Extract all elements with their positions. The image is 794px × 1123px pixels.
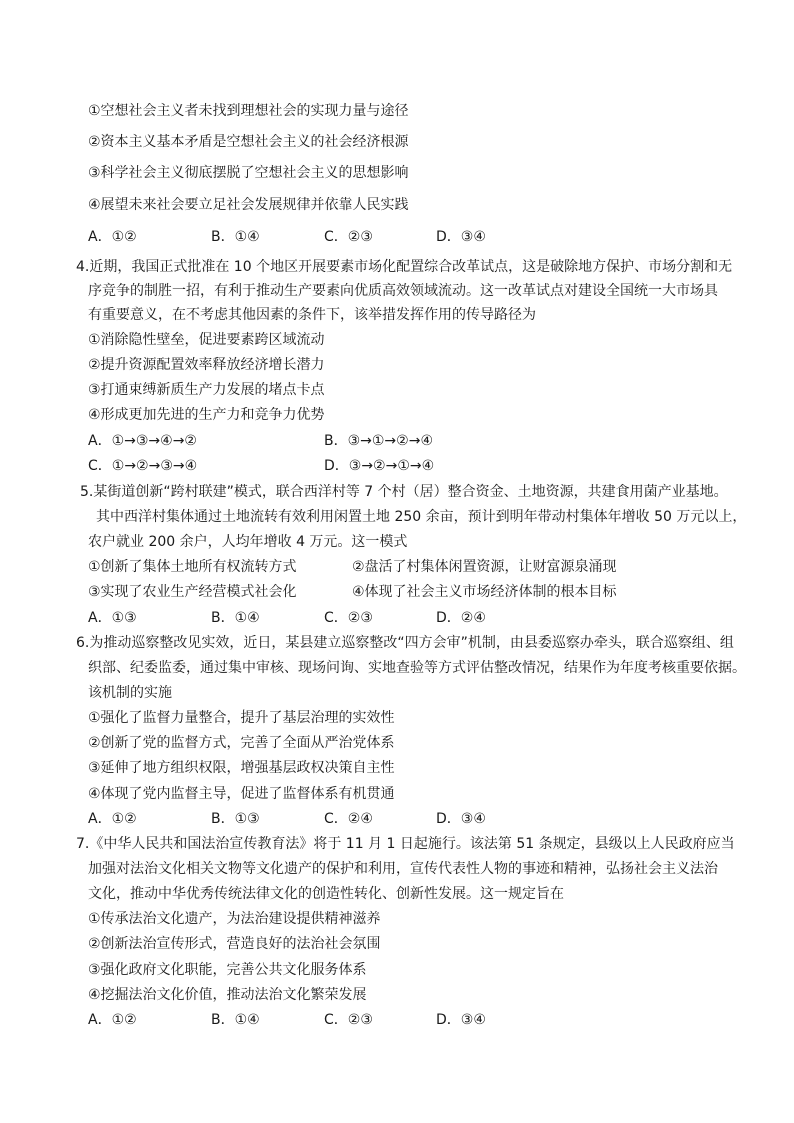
q6-stem-line-1: 6.为推动巡察整改见实效，近日，某县建立巡察整改“四方会审”机制，由县委巡察办牵头，联合巡察组、组	[76, 635, 734, 651]
q3-statement-4: ④展望未来社会要立足社会发展规律并依靠人民实践	[88, 197, 409, 213]
q6-statement-4: ④体现了党内监督主导，促进了监督体系有机贯通	[88, 786, 395, 802]
q7-statement-3: ③强化政府文化职能，完善公共文化服务体系	[88, 962, 367, 978]
q5-option-d: D．②④	[436, 610, 486, 626]
q6-option-b: B．①③	[211, 811, 260, 827]
q6-statement-2: ②创新了党的监督方式，完善了全面从严治党体系	[88, 735, 395, 751]
q5-stem-line-2: 其中西洋村集体通过土地流转有效利用闲置土地 250 余亩，预计到明年带动村集体年增收 50 万元以上，	[96, 509, 747, 525]
q5-statement-2: ②盘活了村集体闲置资源，让财富源泉涌现	[352, 559, 617, 575]
q7-statement-2: ②创新法治宣传形式，营造良好的法治社会氛围	[88, 936, 381, 952]
q7-stem-line-3: 文化，推动中华优秀传统法律文化的创造性转化、创新性发展。这一规定旨在	[88, 886, 564, 902]
q4-stem-line-3: 有重要意义，在不考虑其他因素的条件下，该举措发挥作用的传导路径为	[88, 307, 536, 323]
q4-statement-4: ④形成更加先进的生产力和竞争力优势	[88, 407, 325, 423]
q5-statement-3: ③实现了农业生产经营模式社会化	[88, 584, 297, 600]
q4-option-c: C．①→②→③→④	[88, 458, 198, 474]
q7-stem-line-1: 7.《中华人民共和国法治宣传教育法》将于 11 月 1 日起施行。该法第 51 条规定，县级以上人民政府应当	[76, 836, 735, 852]
q5-option-a: A．①③	[88, 610, 137, 626]
q5-option-b: B．①④	[211, 610, 260, 626]
q5-stem-line-3: 农户就业 200 余户，人均年增收 4 万元。这一模式	[88, 534, 408, 550]
q4-option-b: B．③→①→②→④	[324, 433, 433, 449]
q6-statement-3: ③延伸了地方组织权限，增强基层政权决策自主性	[88, 760, 395, 776]
q6-statement-1: ①强化了监督力量整合，提升了基层治理的实效性	[88, 710, 395, 726]
q4-option-d: D．③→②→①→④	[324, 458, 435, 474]
q6-option-c: C．②④	[324, 811, 373, 827]
q7-option-d: D．③④	[436, 1012, 486, 1028]
q3-statement-2: ②资本主义基本矛盾是空想社会主义的社会经济根源	[88, 134, 409, 150]
q6-stem-line-3: 该机制的实施	[88, 685, 172, 701]
q4-statement-1: ①消除隐性壁垒，促进要素跨区域流动	[88, 332, 325, 348]
q7-stem-line-2: 加强对法治文化相关文物等文化遗产的保护和利用，宣传代表性人物的事迹和精神，弘扬社会主义法治	[88, 861, 718, 877]
q6-stem-line-2: 织部、纪委监委，通过集中审核、现场问询、实地查验等方式评估整改情况，结果作为年度考核重要依据。	[88, 660, 746, 676]
q3-statement-3: ③科学社会主义彻底摆脱了空想社会主义的思想影响	[88, 165, 409, 181]
q3-option-c: C．②③	[324, 229, 373, 245]
q7-option-b: B．①④	[211, 1012, 260, 1028]
q6-option-d: D．③④	[436, 811, 486, 827]
q4-option-a: A．①→③→④→②	[88, 433, 197, 449]
q4-stem-line-1: 4.近期，我国正式批准在 10 个地区开展要素市场化配置综合改革试点，这是破除地方保护、市场分割和无	[76, 259, 733, 275]
q3-option-b: B．①④	[211, 229, 260, 245]
q5-statement-1: ①创新了集体土地所有权流转方式	[88, 559, 297, 575]
q3-option-d: D．③④	[436, 229, 486, 245]
q5-option-c: C．②③	[324, 610, 373, 626]
q5-statement-4: ④体现了社会主义市场经济体制的根本目标	[352, 584, 617, 600]
q7-option-a: A．①②	[88, 1012, 137, 1028]
q6-option-a: A．①②	[88, 811, 137, 827]
q4-stem-line-2: 序竞争的制胜一招，有利于推动生产要素向优质高效领域流动。这一改革试点对建设全国统一大市场具	[88, 283, 718, 299]
q4-statement-2: ②提升资源配置效率释放经济增长潜力	[88, 357, 325, 373]
q7-statement-1: ①传承法治文化遗产，为法治建设提供精神滋养	[88, 911, 381, 927]
q7-statement-4: ④挖掘法治文化价值，推动法治文化繁荣发展	[88, 987, 367, 1003]
q5-stem-line-1: 5.某街道创新“跨村联建”模式，联合西洋村等 7 个村（居）整合资金、土地资源，共建食用菌产业基地。	[80, 484, 728, 500]
q7-option-c: C．②③	[324, 1012, 373, 1028]
q4-statement-3: ③打通束缚新质生产力发展的堵点卡点	[88, 382, 325, 398]
q3-option-a: A．①②	[88, 229, 137, 245]
q3-statement-1: ①空想社会主义者未找到理想社会的实现力量与途径	[88, 103, 409, 119]
